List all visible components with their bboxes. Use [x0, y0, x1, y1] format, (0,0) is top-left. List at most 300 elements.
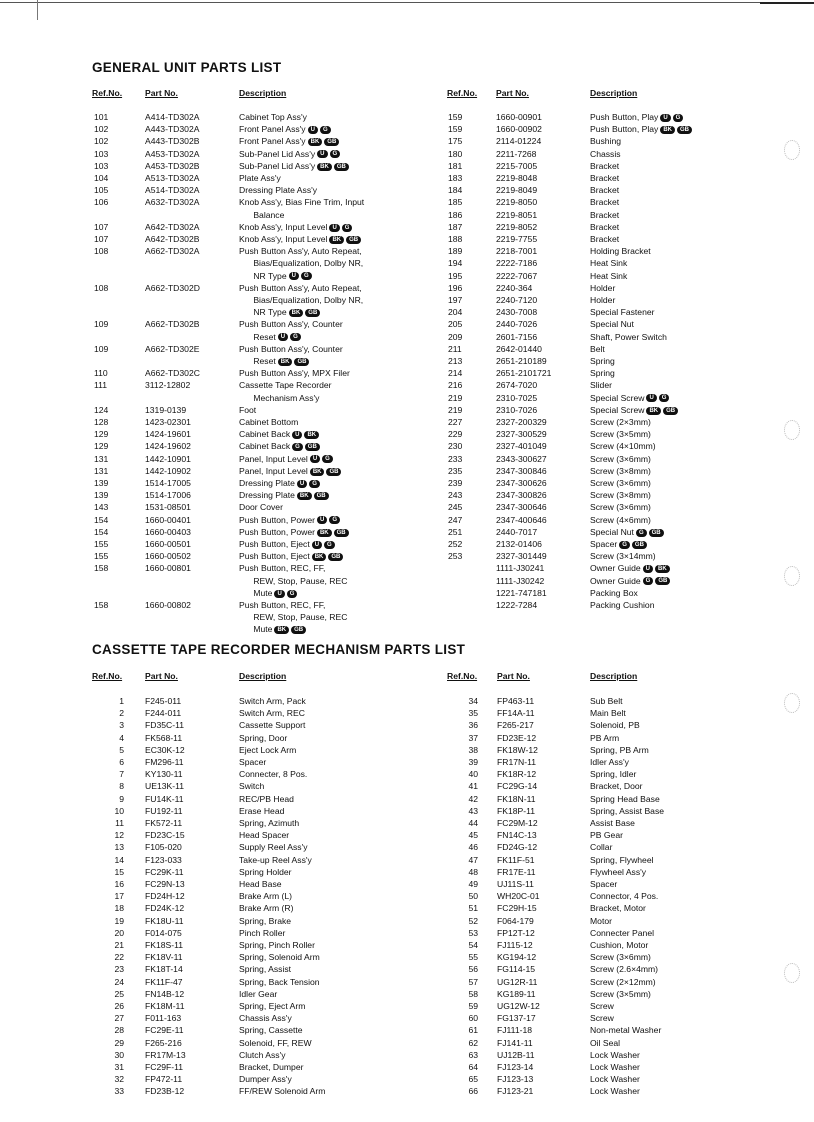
ref-number: 26 [114, 1001, 124, 1011]
part-number: 2219-8049 [496, 185, 538, 196]
part-number: 2215-7005 [496, 160, 538, 171]
ref-number: 63 [468, 1049, 478, 1060]
part-description: Plate Ass'y [239, 173, 281, 183]
part-number: FU14K-11 [145, 793, 184, 804]
part-number: FU192-11 [145, 805, 183, 816]
ref-number: 158 [94, 600, 109, 610]
general-header-ref-left: Ref.No. [92, 88, 123, 98]
part-description: Holder [590, 295, 616, 305]
ref-number: 18 [114, 903, 124, 914]
part-description: Head Base [239, 879, 282, 889]
ref-number: 143 [94, 502, 109, 513]
part-description: Sub Belt [590, 696, 623, 706]
part-description: Bracket [590, 173, 620, 183]
region-badge: GB [632, 541, 647, 549]
region-badge: G [309, 480, 320, 488]
part-description: Erase Head [239, 805, 285, 816]
region-badge: U [312, 541, 322, 549]
part-description: Foot [239, 404, 257, 415]
part-description: Balance [239, 209, 285, 220]
part-description: Knob Ass'y, Input Level U G [239, 221, 352, 233]
part-description: Idler Ass'y [590, 757, 629, 767]
part-description: Push Button, REC, FF, [239, 600, 326, 610]
ref-number: 4 [119, 732, 124, 743]
ref-number: 41 [468, 781, 478, 792]
part-number: KG189-11 [497, 988, 536, 999]
general-title: GENERAL UNIT PARTS LIST [92, 60, 282, 75]
part-description: Take-up Reel Ass'y [239, 854, 312, 865]
part-number: A414-TD302A [145, 112, 200, 122]
region-badge: BK [308, 138, 323, 146]
part-description: Spring, Back Tension [239, 976, 320, 987]
part-number: FC29F-11 [145, 1062, 184, 1072]
part-number: KG194-12 [497, 952, 537, 963]
part-number: FR17N-11 [497, 757, 537, 767]
ref-number: 39 [468, 757, 478, 767]
part-description: Bracket [590, 185, 620, 196]
part-description: Mute BK GB [239, 623, 306, 635]
ref-number: 3 [119, 720, 124, 731]
ref-number: 209 [448, 331, 463, 342]
part-number: 1111-J30241 [496, 563, 545, 574]
part-description: Bracket [590, 160, 620, 171]
part-description: Front Panel Ass'y BK GB [239, 135, 339, 147]
ref-number: 204 [448, 307, 463, 318]
ref-number: 154 [94, 514, 109, 525]
ref-number: 2 [119, 708, 124, 719]
part-description: Screw (3×6mm) [590, 502, 651, 513]
ref-number: 17 [114, 891, 124, 902]
ref-number: 129 [94, 441, 109, 452]
general-header-desc-left: Description [239, 88, 287, 98]
region-badge: BK [329, 236, 344, 244]
part-description: Sub-Panel Lid Ass'y BK GB [239, 160, 349, 172]
part-number: 2327-300529 [496, 429, 547, 440]
part-number: FJ111-18 [497, 1025, 533, 1036]
part-number: FK18W-12 [497, 744, 538, 755]
part-number: 1660-00401 [145, 514, 191, 525]
ref-number: 49 [468, 879, 478, 889]
mech-header-desc-right: Description [590, 671, 638, 681]
part-description: Push Button, Eject BK GB [239, 550, 343, 562]
ref-number: 197 [448, 295, 463, 305]
region-badge: GB [334, 529, 349, 537]
part-number: A453-TD302B [145, 160, 200, 171]
part-number: UJ12B-11 [497, 1049, 535, 1060]
part-number: 2114-01224 [496, 136, 542, 147]
ref-number: 22 [114, 952, 124, 963]
part-description: Special Nut [590, 319, 634, 330]
ref-number: 211 [448, 343, 462, 354]
part-description: Assist Base [590, 818, 635, 828]
ref-number: 184 [448, 185, 463, 196]
part-number: EC30K-12 [145, 744, 185, 755]
part-number: FC29N-13 [145, 879, 185, 889]
part-description: NR Type U G [239, 270, 312, 282]
part-description: Switch Arm, REC [239, 708, 305, 719]
part-description: Bracket, Door [590, 781, 643, 792]
region-badge: G [643, 577, 654, 585]
part-number: A662-TD302E [145, 343, 200, 354]
part-description: Packing Box [590, 587, 638, 598]
ref-number: 139 [94, 478, 109, 488]
part-description: Screw (4×6mm) [590, 514, 651, 525]
part-number: FK572-11 [145, 818, 183, 828]
region-badge: G [659, 394, 670, 402]
part-description: REW, Stop, Pause, REC [239, 612, 348, 623]
ref-number: 110 [94, 368, 108, 379]
general-header-desc-right: Description [590, 88, 638, 98]
region-badge: G [329, 516, 340, 524]
part-description: FF/REW Solenoid Arm [239, 1086, 326, 1097]
part-number: A662-TD302A [145, 246, 200, 257]
part-description: Screw (3×6mm) [590, 453, 651, 464]
part-number: 1660-00801 [145, 563, 191, 574]
part-number: 2222-7067 [496, 270, 538, 281]
part-number: 1319-0139 [145, 404, 187, 415]
part-number: 2219-8052 [496, 221, 538, 232]
ref-number: 103 [94, 160, 109, 171]
part-description: Spring, Solenoid Arm [239, 952, 320, 963]
part-description: Cabinet Back G GB [239, 440, 320, 452]
part-description: Mechanism Ass'y [239, 392, 320, 403]
part-number: 2310-7025 [496, 392, 538, 403]
part-description: Chassis Ass'y [239, 1013, 292, 1024]
region-badge: U [317, 150, 327, 158]
part-number: 1423-02301 [145, 417, 191, 427]
region-badge: GB [314, 492, 329, 500]
part-description: NR Type BK GB [239, 306, 320, 318]
part-number: A662-TD302B [145, 319, 200, 330]
part-number: FK18T-14 [145, 964, 183, 975]
part-description: Owner Guide G GB [590, 575, 670, 587]
part-number: F123-033 [145, 854, 182, 865]
part-number: FK18N-11 [497, 793, 536, 804]
part-description: Solenoid, PB [590, 720, 640, 731]
ref-number: 20 [114, 927, 124, 938]
mech-header-ref-left: Ref.No. [92, 671, 123, 681]
part-number: 1424-19601 [145, 429, 191, 440]
part-description: Cassette Support [239, 720, 306, 731]
part-number: 2674-7020 [496, 380, 538, 391]
part-description: Switch [239, 781, 265, 792]
ref-number: 23 [114, 964, 124, 975]
ref-number: 186 [448, 209, 463, 220]
part-description: Spring, Door [239, 732, 288, 743]
part-description: Cushion, Motor [590, 940, 649, 950]
ref-number: 188 [448, 234, 463, 244]
part-description: Push Button Ass'y, MPX Filer [239, 368, 350, 379]
region-badge: G [619, 541, 630, 549]
ref-number: 58 [468, 988, 478, 999]
part-number: F265-217 [497, 720, 534, 731]
ref-number: 43 [468, 805, 478, 816]
ref-number: 227 [448, 417, 463, 427]
ref-number: 107 [94, 234, 109, 244]
part-description: Push Button Ass'y, Counter [239, 319, 343, 330]
region-badge: U [278, 333, 288, 341]
part-number: FD23C-15 [145, 830, 185, 841]
part-description: Flywheel Ass'y [590, 866, 647, 877]
region-badge: G [322, 455, 333, 463]
part-description: Pinch Roller [239, 927, 286, 938]
part-number: FD35C-11 [145, 720, 185, 731]
part-description: Push Button Ass'y, Counter [239, 343, 343, 354]
part-number: FJ123-14 [497, 1062, 534, 1072]
region-badge: BK [274, 626, 289, 634]
scan-mark [784, 566, 800, 586]
ref-number: 214 [448, 368, 463, 379]
part-number: 1660-00502 [145, 551, 191, 562]
ref-number: 12 [114, 830, 124, 841]
region-badge: U [329, 224, 339, 232]
part-number: 2240-364 [496, 282, 533, 293]
part-number: FC29H-15 [497, 903, 537, 914]
ref-number: 189 [448, 246, 463, 257]
part-number: 1111-J30242 [496, 575, 545, 586]
region-badge: G [287, 590, 298, 598]
region-badge: U [289, 272, 299, 280]
part-number: FD23B-12 [145, 1086, 185, 1097]
part-number: 1660-00403 [145, 526, 191, 537]
region-badge: G [292, 443, 303, 451]
part-number: 2347-400646 [496, 514, 547, 525]
ref-number: 66 [468, 1086, 478, 1097]
region-badge: BK [646, 407, 661, 415]
part-description: Screw (3×5mm) [590, 429, 651, 440]
region-badge: BK [312, 553, 327, 561]
part-description: Push Button Ass'y, Auto Repeat, [239, 282, 362, 293]
part-description: Spring, Azimuth [239, 818, 300, 828]
ref-number: 9 [119, 793, 124, 804]
general-header-ref-right: Ref.No. [447, 88, 478, 98]
part-description: Holding Bracket [590, 246, 651, 257]
ref-number: 47 [468, 854, 478, 865]
scan-mark [784, 140, 800, 160]
ref-number: 48 [468, 866, 478, 877]
region-badge: U [646, 394, 656, 402]
region-badge: U [310, 455, 320, 463]
part-description: Spring [590, 356, 615, 366]
ref-number: 103 [94, 148, 109, 159]
part-description: Holder [590, 282, 616, 293]
part-description: Clutch Ass'y [239, 1049, 286, 1060]
part-description: Push Button, Power BK GB [239, 526, 349, 538]
part-number: FK18S-11 [145, 940, 184, 950]
part-number: F014-075 [145, 927, 182, 938]
part-number: 2327-200329 [496, 417, 547, 427]
ref-number: 36 [468, 720, 478, 731]
part-number: A453-TD302A [145, 148, 200, 159]
region-badge: U [660, 114, 670, 122]
part-number: FR17M-13 [145, 1049, 186, 1060]
ref-number: 219 [448, 392, 463, 403]
part-number: 1221-747181 [496, 587, 547, 598]
part-number: FJ123-21 [497, 1086, 534, 1097]
part-description: Connecter Panel [590, 927, 655, 938]
part-number: 2347-300846 [496, 465, 547, 476]
ref-number: 245 [448, 502, 463, 513]
part-description: Spring Head Base [590, 793, 660, 804]
part-number: FM296-11 [145, 757, 184, 767]
region-badge: GB [294, 358, 309, 366]
region-badge: GB [324, 138, 339, 146]
ref-number: 46 [468, 842, 478, 853]
ref-number: 158 [94, 563, 109, 574]
part-number: 2651-2101721 [496, 368, 552, 379]
part-number: FR17E-11 [497, 866, 536, 877]
part-description: Push Button, Power U G [239, 514, 340, 526]
region-badge: GB [663, 407, 678, 415]
part-description: Brake Arm (R) [239, 903, 294, 914]
ref-number: 5 [119, 744, 124, 755]
ref-number: 105 [94, 185, 109, 196]
part-number: FJ141-11 [497, 1037, 533, 1048]
part-description: Special Nut G GB [590, 526, 664, 538]
part-description: Owner Guide U BK [590, 562, 670, 574]
ref-number: 59 [468, 1001, 478, 1011]
ref-number: 14 [114, 854, 124, 865]
part-number: A513-TD302A [145, 173, 200, 183]
region-badge: U [308, 126, 318, 134]
ref-number: 155 [94, 539, 109, 549]
ref-number: 31 [114, 1062, 124, 1072]
part-description: Push Button Ass'y, Auto Repeat, [239, 246, 362, 257]
part-number: A662-TD302C [145, 368, 200, 379]
ref-number: 38 [468, 744, 478, 755]
scan-mark [784, 693, 800, 713]
part-number: A443-TD302B [145, 136, 200, 147]
ref-number: 247 [448, 514, 463, 525]
region-badge: U [643, 565, 653, 573]
part-description: Head Spacer [239, 830, 290, 841]
part-number: A662-TD302D [145, 282, 200, 293]
part-number: UJ11S-11 [497, 879, 534, 889]
part-number: 2219-8048 [496, 173, 538, 183]
ref-number: 10 [114, 805, 124, 816]
part-description: Spacer [590, 879, 618, 889]
part-number: 1514-17006 [145, 490, 191, 501]
ref-number: 155 [94, 551, 109, 562]
ref-number: 15 [114, 866, 124, 877]
ref-number: 6 [119, 757, 124, 767]
ref-number: 185 [448, 197, 463, 208]
part-number: FD24K-12 [145, 903, 185, 914]
ref-number: 60 [468, 1013, 478, 1024]
part-description: Push Button, Play BK GB [590, 123, 692, 135]
part-description: Push Button, Eject U G [239, 538, 335, 550]
mech-header-part-right: Part No. [497, 671, 530, 681]
region-badge: GB [291, 626, 306, 634]
region-badge: BK [317, 163, 332, 171]
part-description: Panel, Input Level U G [239, 453, 333, 465]
part-description: Switch Arm, Pack [239, 696, 306, 706]
ref-number: 230 [448, 441, 463, 452]
ref-number: 131 [94, 465, 109, 476]
part-description: Cassette Tape Recorder [239, 380, 332, 391]
region-badge: GB [334, 163, 349, 171]
ref-number: 40 [468, 769, 478, 780]
part-number: FG114-15 [497, 964, 536, 975]
region-badge: BK [278, 358, 293, 366]
ref-number: 154 [94, 526, 109, 537]
top-rule [0, 2, 814, 3]
ref-number: 32 [114, 1074, 124, 1085]
part-number: FD23E-12 [497, 732, 537, 743]
ref-number: 195 [448, 270, 463, 281]
part-description: Door Cover [239, 502, 283, 513]
part-description: Bracket, Motor [590, 903, 646, 914]
region-badge: G [636, 529, 647, 537]
top-rule-thick [760, 2, 814, 4]
part-number: 1442-10901 [145, 453, 191, 464]
ref-number: 108 [94, 282, 109, 293]
ref-number: 159 [448, 112, 463, 122]
mech-header-ref-right: Ref.No. [447, 671, 478, 681]
margin-mark [37, 0, 38, 20]
ref-number: 1 [119, 696, 124, 706]
ref-number: 29 [114, 1037, 124, 1048]
part-number: F064-179 [497, 915, 534, 926]
part-description: Screw [590, 1013, 614, 1024]
region-badge: G [673, 114, 684, 122]
part-number: FF14A-11 [497, 708, 535, 719]
ref-number: 229 [448, 429, 463, 440]
part-number: 2440-7026 [496, 319, 538, 330]
region-badge: GB [655, 577, 670, 585]
region-badge: BK [310, 468, 325, 476]
part-description: Motor [590, 915, 612, 926]
part-number: 2347-300626 [496, 478, 547, 488]
ref-number: 194 [448, 258, 463, 269]
part-number: 2132-01406 [496, 539, 542, 549]
part-description: Cabinet Bottom [239, 417, 299, 427]
region-badge: BK [297, 492, 312, 500]
part-number: A443-TD302A [145, 124, 200, 135]
part-number: F265-216 [145, 1037, 182, 1048]
part-description: Spacer [239, 757, 267, 767]
ref-number: 37 [468, 732, 478, 743]
part-number: 2430-7008 [496, 307, 538, 318]
part-description: Spring, Assist [239, 964, 292, 975]
ref-number: 52 [468, 915, 478, 926]
part-description: Sub-Panel Lid Ass'y U G [239, 148, 340, 160]
part-description: Screw [590, 1001, 614, 1011]
part-number: 1424-19602 [145, 441, 191, 452]
part-description: Screw (3×6mm) [590, 478, 651, 488]
part-number: FK18M-11 [145, 1001, 185, 1011]
region-badge: U [274, 590, 284, 598]
part-number: 2343-300627 [496, 453, 547, 464]
part-number: FK18R-12 [497, 769, 537, 780]
part-description: Dumper Ass'y [239, 1074, 292, 1085]
region-badge: U [317, 516, 327, 524]
part-description: Lock Washer [590, 1086, 640, 1097]
part-number: KY130-11 [145, 769, 183, 780]
region-badge: GB [328, 553, 343, 561]
ref-number: 44 [468, 818, 478, 828]
ref-number: 102 [94, 124, 109, 135]
part-number: 2347-300826 [496, 490, 547, 501]
region-badge: GB [677, 126, 692, 134]
part-number: FK18V-11 [145, 952, 183, 963]
part-description: Connector, 4 Pos. [590, 891, 659, 902]
ref-number: 33 [114, 1086, 124, 1097]
ref-number: 102 [94, 136, 109, 147]
part-description: Bracket [590, 234, 620, 244]
part-number: 2219-8051 [496, 209, 538, 220]
part-number: 1442-10902 [145, 465, 191, 476]
